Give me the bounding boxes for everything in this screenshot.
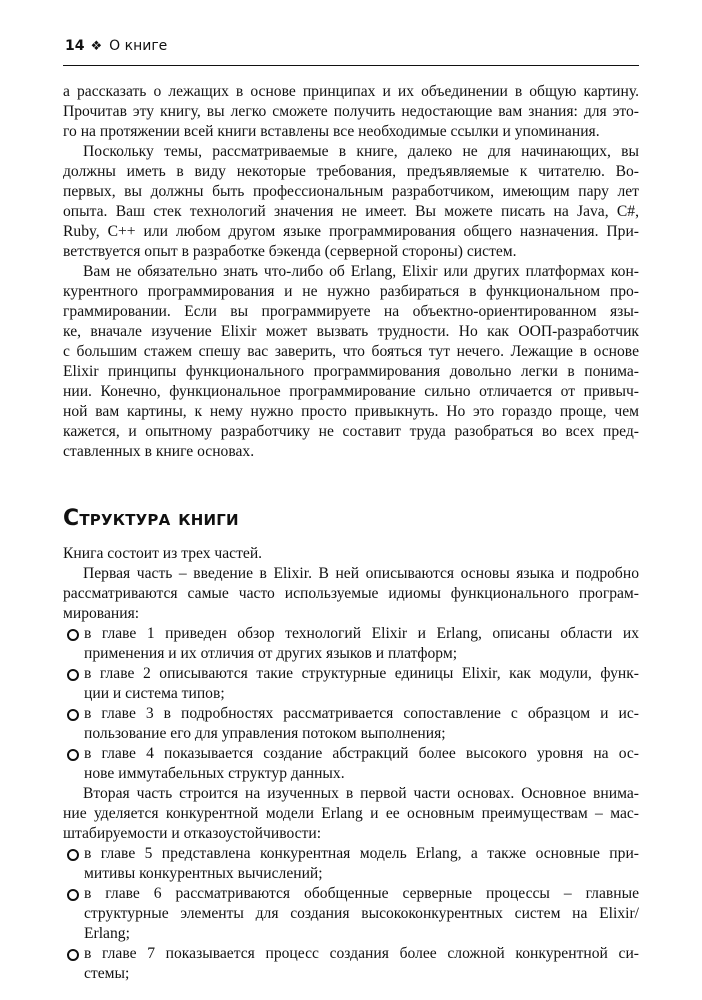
text-line: применения и их отличия от других языков и платформ; — [84, 645, 458, 662]
paragraph — [63, 142, 639, 262]
circle-bullet-icon — [63, 884, 84, 904]
text-line: в главе 1 приведен обзор технологий Elixir и Erlang, описаны области их — [84, 625, 639, 642]
paragraph — [63, 82, 639, 142]
list-item — [63, 944, 639, 984]
paragraph — [63, 262, 639, 462]
text-line: нове иммутабельных структур данных. — [84, 765, 345, 782]
bullet-list — [63, 844, 639, 984]
circle-bullet-icon — [63, 844, 84, 864]
text-line: ной вам картины, к нему нужно просто привыкнуть. Но это гораздо проще, чем — [63, 403, 639, 420]
text-line: стемы; — [84, 965, 130, 982]
text-line: митивы конкурентных вычислений; — [84, 865, 323, 882]
text-line: должны иметь в виду некоторые требования, предъявляемые к читателю. Во- — [63, 163, 639, 180]
list-item — [63, 704, 639, 744]
text-line: нии. Конечно, функциональное программирование сильно отличается от привыч- — [63, 383, 639, 400]
text-line: штабируемости и отказоустойчивости: — [63, 825, 322, 842]
text-line: Ruby, C++ или любом другом языке программирования общего назначения. При- — [63, 223, 639, 240]
text-line: в главе 5 представлена конкурентная модель Erlang, а также основные при- — [84, 845, 639, 862]
text-line: ции и система типов; — [84, 685, 225, 702]
text-line: Elixir принципы функционального программирования довольно легки в понима- — [63, 363, 639, 380]
text-line: в главе 3 в подробностях рассматривается сопоставление с образцом и ис- — [84, 705, 639, 722]
text-line: го на протяжении всей книги вставлены все необходимые ссылки и упоминания. — [63, 123, 600, 140]
list-item — [63, 744, 639, 784]
text-line: Поскольку темы, рассматриваемые в книге, далеко не для начинающих, вы — [83, 143, 639, 160]
text-line: ке, вначале изучение Elixir может вызвать трудности. Но как ООП-разработчик — [63, 323, 639, 340]
text-line: а рассказать о лежащих в основе принципах и их объединении в общую картину. — [63, 83, 639, 100]
text-line: пользование его для управления потоком выполнения; — [84, 725, 446, 742]
circle-bullet-icon — [63, 944, 84, 964]
text-line: Вам не обязательно знать что-либо об Erlang, Elixir или других платформах кон- — [83, 263, 639, 280]
text-line: Erlang; — [84, 925, 130, 942]
text-line: Прочитав эту книгу, вы легко сможете получить недостающие вам знания: для это- — [63, 103, 639, 120]
circle-bullet-icon — [63, 744, 84, 764]
text-line: рассматриваются самые часто используемые идиомы функционального програм- — [63, 585, 639, 602]
text-line: с большим стажем спешу вас заверить, что бояться тут нечего. Лежащие в основе — [63, 343, 639, 360]
text-line: первых, вы должны быть профессиональным разработчиком, имеющим пару лет — [63, 183, 639, 200]
text-line: граммировании. Если вы программируете на объектно-ориентированном язы- — [63, 303, 639, 320]
text-line: Первая часть – введение в Elixir. В ней описываются основы языка и подробно — [83, 565, 639, 582]
paragraph — [63, 564, 639, 624]
text-line: Вторая часть строится на изученных в первой части основах. Основное внима- — [83, 785, 639, 802]
section-heading: Структура книги — [63, 506, 239, 531]
text-line: опыта. Ваш стек технологий значения не имеет. Вы можете писать на Java, C#, — [63, 203, 639, 220]
circle-bullet-icon — [63, 624, 84, 644]
list-item — [63, 624, 639, 664]
text-line: структурные элементы для создания высококонкурентных систем на Elixir/ — [84, 905, 639, 922]
header-rule — [63, 65, 639, 66]
text-line: ветствуется опыт в разработке бэкенда (серверной стороны) систем. — [63, 243, 517, 260]
text-line: Книга состоит из трех частей. — [63, 545, 263, 562]
paragraph — [63, 784, 639, 844]
text-line: в главе 2 описываются такие структурные единицы Elixir, как модули, функ- — [84, 665, 639, 682]
ornament-icon: ❖ — [90, 39, 103, 54]
text-line: ставленных в книге основах. — [63, 443, 255, 460]
text-line: ние уделяется конкурентной модели Erlang и ее основным преимуществам – мас- — [63, 805, 639, 822]
running-head-title: О книге — [109, 38, 168, 54]
circle-bullet-icon — [63, 704, 84, 724]
running-head — [63, 38, 639, 60]
list-item — [63, 664, 639, 704]
page-number: 14 — [65, 38, 85, 54]
book-page — [63, 38, 639, 984]
bullet-list — [63, 624, 639, 784]
text-line: кажется, и опытному разработчику не составит труда разобраться во всех пред- — [63, 423, 639, 440]
intro-text — [63, 82, 639, 462]
text-line: в главе 4 показывается создание абстракций более высокого уровня на ос- — [84, 745, 639, 762]
text-line: мирования: — [63, 605, 140, 622]
text-line: курентного программирования и не нужно разбираться в функциональном про- — [63, 283, 639, 300]
text-line: в главе 7 показывается процесс создания более сложной конкурентной си- — [84, 945, 639, 962]
text-line: в главе 6 рассматриваются обобщенные серверные процессы – главные — [84, 885, 639, 902]
circle-bullet-icon — [63, 664, 84, 684]
list-item — [63, 884, 639, 944]
list-item — [63, 844, 639, 884]
structure-text — [63, 544, 639, 984]
